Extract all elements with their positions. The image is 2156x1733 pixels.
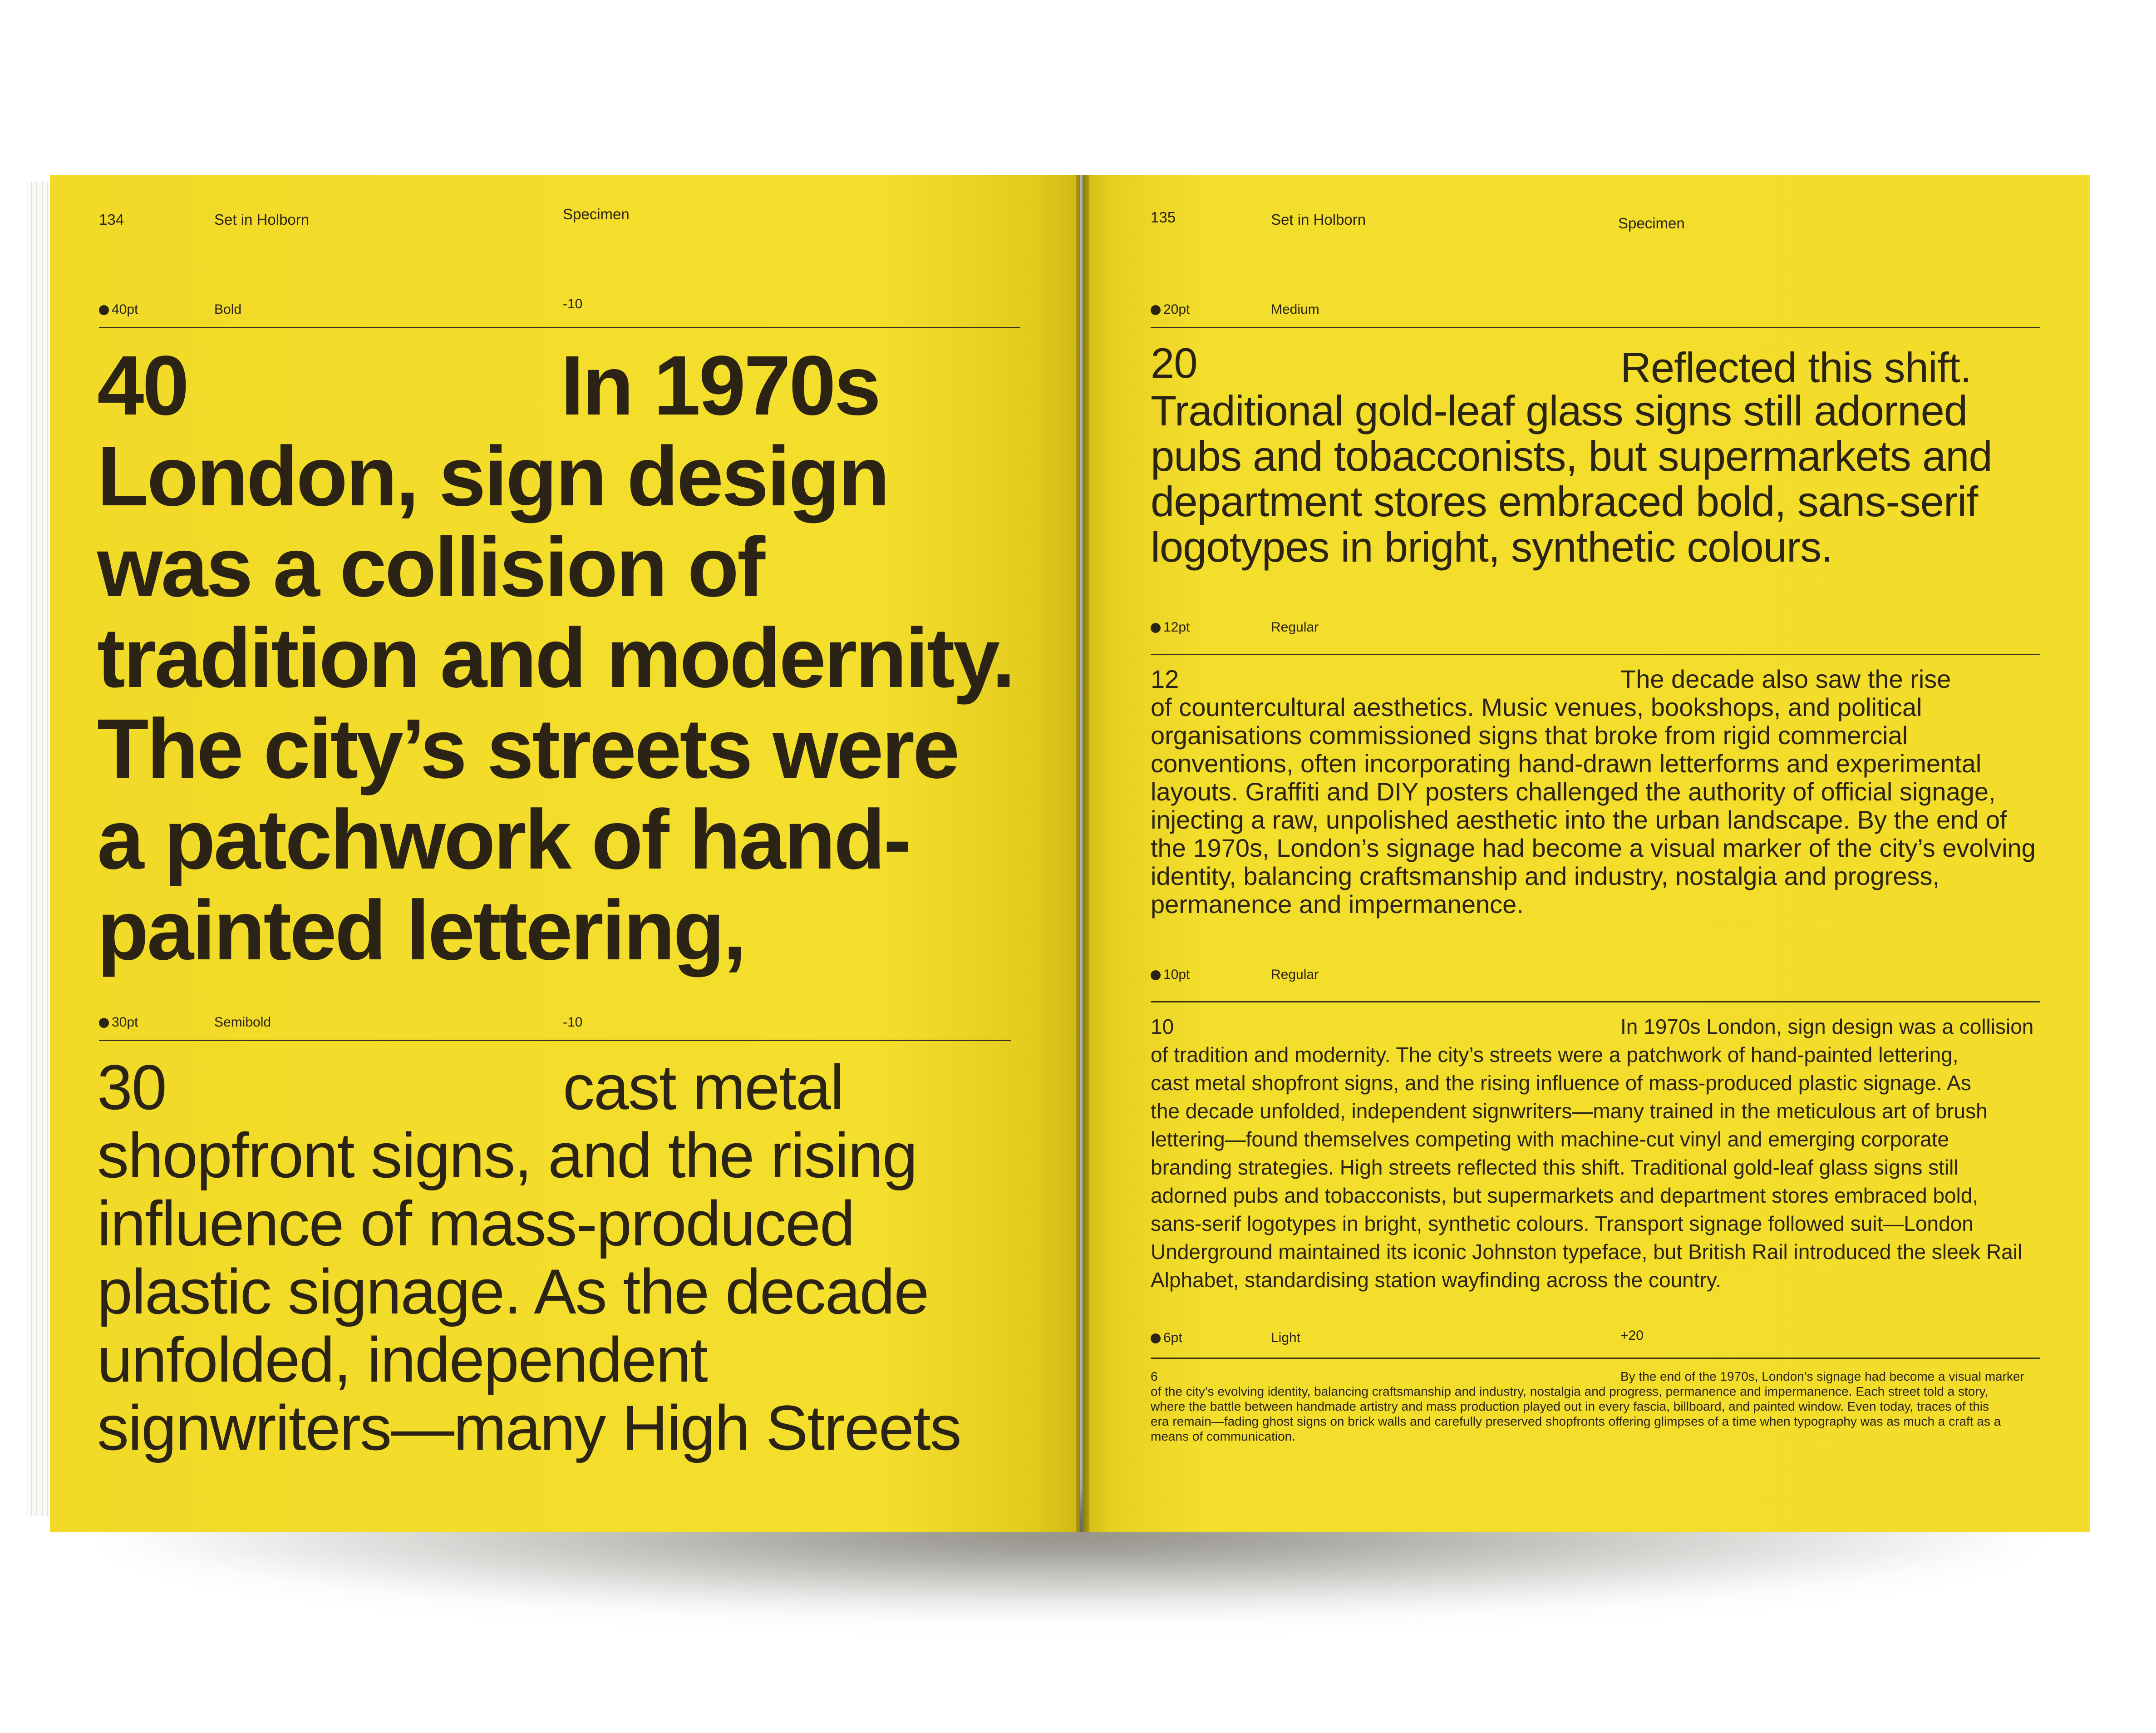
specimen-line: influence of mass-produced xyxy=(97,1188,854,1259)
weight-label: Medium xyxy=(1271,302,1319,317)
specimen-line: era remain—fading ghost signs on brick walls and carefully preserved shopfronts offering glimpses of a time when typography was as much a craft as a xyxy=(1151,1414,2001,1428)
specimen-line: cast metal xyxy=(563,1052,843,1123)
weight-label: Light xyxy=(1271,1330,1301,1345)
specimen-line: of tradition and modernity. The city’s streets were a patchwork of hand-painted lettering, xyxy=(1151,1043,1959,1066)
specimen-line: was a collision of xyxy=(97,520,764,614)
specimen-line: permanence and impermanence. xyxy=(1151,890,1524,918)
specimen-line: logotypes in bright, synthetic colours. xyxy=(1151,523,1833,571)
specimen-line: Underground maintained its iconic Johnston typeface, but British Rail introduced the sleek Rail xyxy=(1151,1240,2023,1264)
specimen-line: Alphabet, standardising station wayfinding across the country. xyxy=(1151,1268,1722,1292)
page-number: 134 xyxy=(99,211,124,228)
specimen-line: means of communication. xyxy=(1151,1429,1296,1443)
size-numeral: 20 xyxy=(1151,339,1197,387)
running-title: Set in Holborn xyxy=(214,211,310,228)
specimen-line: identity, balancing craftsmanship and industry, nostalgia and progress, xyxy=(1151,862,1940,890)
bullet-dot-icon xyxy=(1151,623,1161,633)
specimen-line: injecting a raw, unpolished aesthetic into the urban landscape. By the end of xyxy=(1151,805,2007,834)
specimen-line: adorned pubs and tobacconists, but supermarkets and department stores embraced bold, xyxy=(1151,1184,1979,1207)
divider xyxy=(1151,1001,2040,1002)
specimen-line: lettering—found themselves competing with machine-cut vinyl and emerging corporate xyxy=(1151,1127,1949,1151)
specimen-line: sans-serif logotypes in bright, synthetic colours. Transport signage followed suit—London xyxy=(1151,1212,1974,1235)
size-label: 6pt xyxy=(1151,1330,1182,1346)
specimen-line: Reflected this shift. xyxy=(1620,344,1972,391)
tracking-label: -10 xyxy=(563,296,583,311)
size-numeral: 40 xyxy=(97,339,187,433)
specimen-line: Traditional gold-leaf glass signs still adorned xyxy=(1151,387,1968,434)
size-numeral: 6 xyxy=(1151,1369,1158,1383)
size-numeral: 30 xyxy=(97,1052,166,1123)
specimen-line: painted lettering, xyxy=(97,884,745,978)
specimen-line: cast metal shopfront signs, and the rising influence of mass-produced plastic signage. As xyxy=(1151,1071,1971,1095)
specimen-line: of countercultural aesthetics. Music venues, bookshops, and political xyxy=(1151,693,1922,721)
specimen-line: layouts. Graffiti and DIY posters challenged the authority of official signage, xyxy=(1151,777,1996,806)
specimen-line: the decade unfolded, independent signwriters—many trained in the meticulous art of brush xyxy=(1151,1099,1988,1123)
specimen-line: By the end of the 1970s, London’s signage had become a visual marker xyxy=(1620,1369,2024,1383)
divider xyxy=(1151,1358,2040,1359)
size-label: 40pt xyxy=(99,302,138,317)
weight-label: Semibold xyxy=(214,1015,271,1030)
running-title: Set in Holborn xyxy=(1271,211,1366,228)
specimen-line: In 1970s London, sign design was a collision xyxy=(1620,1015,2034,1038)
section-label: Specimen xyxy=(563,206,630,222)
specimen-line: plastic signage. As the decade xyxy=(97,1256,929,1327)
specimen-line: The city’s streets were xyxy=(97,702,958,796)
specimen-line: where the battle between handmade artistry and mass production played out in every fascia, billboard, and painted window. Even today, traces of this xyxy=(1151,1399,1989,1413)
size-numeral: 12 xyxy=(1151,665,1179,693)
size-label: 10pt xyxy=(1151,967,1190,983)
specimen-line: unfolded, independent xyxy=(97,1324,707,1395)
weight-label: Regular xyxy=(1271,620,1319,635)
specimen-line: conventions, often incorporating hand-drawn letterforms and experimental xyxy=(1151,749,1982,778)
size-label: 20pt xyxy=(1151,302,1190,317)
bullet-dot-icon xyxy=(1151,305,1161,315)
bullet-dot-icon xyxy=(1151,1333,1161,1343)
divider xyxy=(99,1040,1011,1041)
weight-label: Regular xyxy=(1271,967,1319,982)
specimen-line: organisations commissioned signs that broke from rigid commercial xyxy=(1151,721,1908,750)
bullet-dot-icon xyxy=(99,305,109,315)
specimen-line: London, sign design xyxy=(97,430,888,523)
specimen-line: department stores embraced bold, sans-serif xyxy=(1151,478,1978,525)
size-numeral: 10 xyxy=(1151,1015,1174,1038)
left-page xyxy=(50,175,1080,1532)
specimen-line: The decade also saw the rise xyxy=(1620,665,1951,693)
bullet-dot-icon xyxy=(1151,970,1161,980)
size-label: 12pt xyxy=(1151,620,1190,635)
specimen-line: signwriters—many High Streets xyxy=(97,1392,961,1463)
divider xyxy=(1151,327,2040,328)
page-number: 135 xyxy=(1151,209,1176,226)
right-page xyxy=(1083,175,2090,1532)
section-label: Specimen xyxy=(1618,215,1685,232)
bullet-dot-icon xyxy=(99,1018,109,1028)
divider xyxy=(1151,654,2040,655)
divider xyxy=(99,327,1020,328)
specimen-line: branding strategies. High streets reflected this shift. Traditional gold-leaf glass signs still xyxy=(1151,1155,1959,1179)
size-label: 30pt xyxy=(99,1015,138,1030)
specimen-line: tradition and modernity. xyxy=(97,611,1014,705)
specimen-line: In 1970s xyxy=(561,339,880,433)
specimen-line: pubs and tobacconists, but supermarkets and xyxy=(1151,432,1992,480)
book-gutter xyxy=(1076,175,1089,1532)
specimen-line: of the city’s evolving identity, balancing craftsmanship and industry, nostalgia and progress, permanence and impermanence. Each street told a story, xyxy=(1151,1384,1989,1398)
specimen-line: the 1970s, London’s signage had become a visual marker of the city’s evolving xyxy=(1151,834,2036,862)
weight-label: Bold xyxy=(214,302,242,317)
specimen-line: shopfront signs, and the rising xyxy=(97,1120,917,1191)
tracking-label: +20 xyxy=(1620,1328,1644,1343)
tracking-label: -10 xyxy=(563,1015,583,1030)
specimen-line: a patchwork of hand- xyxy=(97,793,910,887)
